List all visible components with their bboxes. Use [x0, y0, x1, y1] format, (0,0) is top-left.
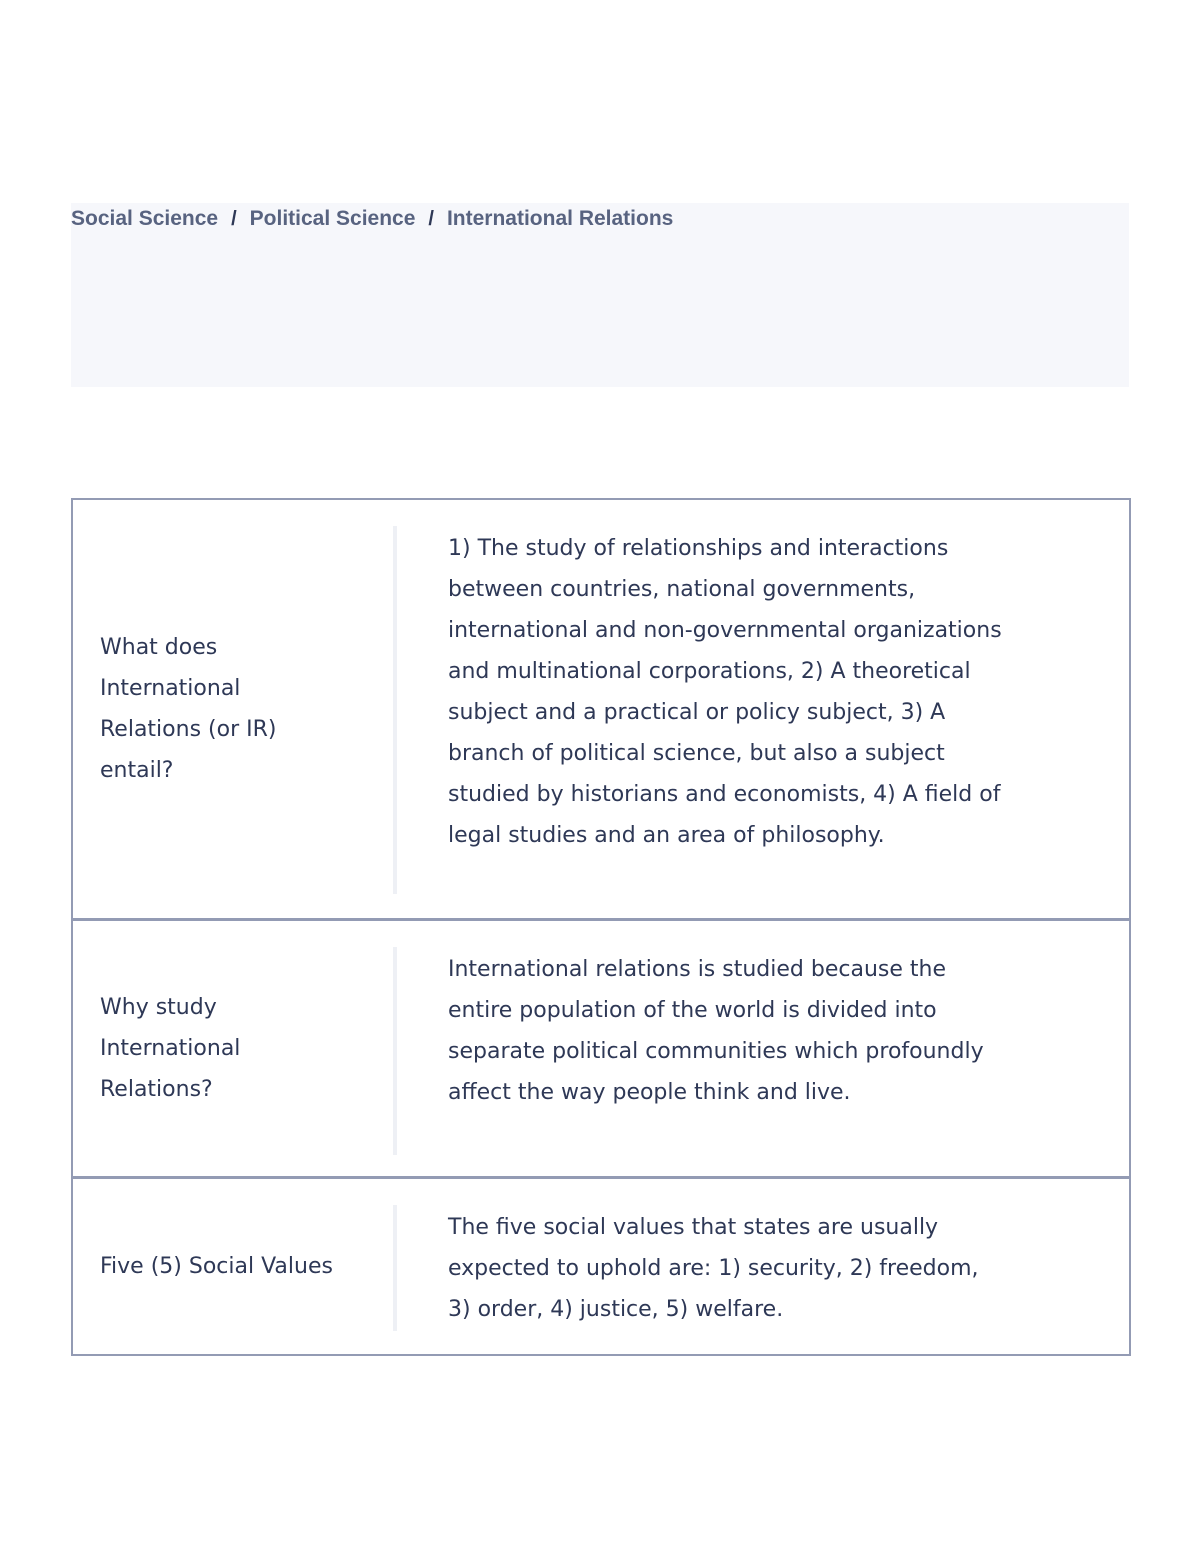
- flashcard-row: [73, 921, 1129, 1179]
- breadcrumb-link-international-relations[interactable]: International Relations: [446, 207, 674, 230]
- term-cell: [73, 1179, 393, 1354]
- term-text: What does International Relations (or IR) entail?: [100, 635, 277, 783]
- header-panel: [71, 203, 1129, 387]
- breadcrumb: [71, 207, 673, 231]
- column-divider: [393, 526, 397, 894]
- breadcrumb-separator: /: [428, 207, 434, 230]
- term-text: Why study International Relations?: [100, 995, 241, 1102]
- definition-text: International relations is studied because the entire population of the world is divided into separate political communities which profoundly affect the way people think and live.: [448, 957, 984, 1105]
- column-divider: [393, 1205, 397, 1331]
- definition-text: 1) The study of relationships and interactions between countries, national governments, international and non-governmental organizations and multinational corporations, 2) A theoretical subject and a practical or policy subject, 3) A branch of political science, but also a subject studied by historians and economists, 4) A field of legal studies and an area of philosophy.: [448, 536, 1002, 848]
- definition-text: The five social values that states are usually expected to uphold are: 1) security, 2) freedom, 3) order, 4) justice, 5) welfare.: [448, 1215, 979, 1322]
- flashcard-row: [73, 500, 1129, 921]
- term-text: Five (5) Social Values: [100, 1254, 333, 1279]
- term-cell: [73, 921, 393, 1176]
- flashcard-table: [71, 498, 1131, 1356]
- breadcrumb-link-political-science[interactable]: Political Science: [249, 207, 416, 230]
- breadcrumb-separator: /: [231, 207, 237, 230]
- column-divider: [393, 947, 397, 1155]
- term-cell: [73, 500, 393, 918]
- breadcrumb-link-social-science[interactable]: Social Science: [71, 207, 219, 230]
- flashcard-row: [73, 1179, 1129, 1354]
